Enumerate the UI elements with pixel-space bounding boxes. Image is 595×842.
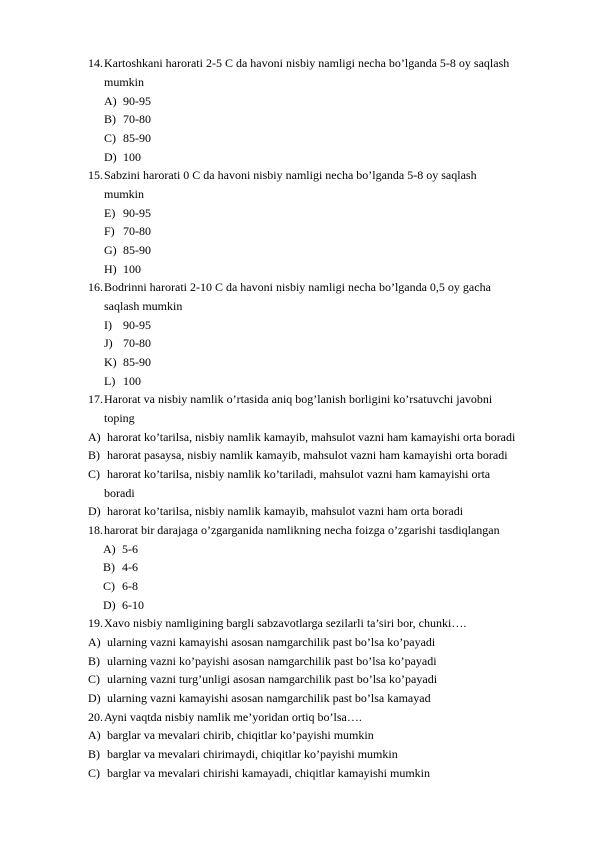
question-18-option-b [103,558,138,577]
question-16-option-l [104,372,141,391]
option-text: ularning vazni turg’unligi asosan namgarchilik past bo’lsa ko’payadi [107,672,438,686]
question-number: 19. [88,616,103,630]
question-14-option-c [104,129,151,148]
question-number: 16. [88,280,103,294]
question-text: mumkin [104,75,145,89]
question-17-line-2 [104,409,135,428]
option-letter: L) [104,374,116,388]
option-letter: A) [88,635,101,649]
option-letter: B) [104,112,116,126]
question-15-option-g [104,241,151,260]
option-text: 90-95 [123,206,151,220]
question-14-option-d [104,148,141,167]
question-17-option-a [88,428,515,447]
question-number: 18. [88,523,103,537]
question-16-line-1 [88,278,491,297]
option-text: 85-90 [123,355,151,369]
question-16-line-2 [104,297,182,316]
question-15-option-h [104,260,141,279]
option-letter: D) [88,691,101,705]
question-text: Kartoshkani harorati 2-5 C da havoni nisbiy namligi necha bo’lganda 5-8 oy saqlash [104,56,510,70]
option-text: harorat ko’tarilsa, nisbiy namlik ko’tariladi, mahsulot vazni ham kamayishi orta [107,467,491,481]
question-text: Bodrinni harorati 2-10 C da havoni nisbiy namligi necha bo’lganda 0,5 oy gacha [104,280,491,294]
option-text: ularning vazni kamayishi asosan namgarchilik past bo’lsa kamayad [107,691,431,705]
question-text: Xavo nisbiy namligining bargli sabzavotlarga sezilarli ta’siri bor, chunki…. [104,616,467,630]
option-text: 100 [123,374,141,388]
question-17-option-b [88,446,508,465]
option-letter: C) [103,579,115,593]
question-text: Harorat va nisbiy namlik o’rtasida aniq bog’lanish borligini ko’rsatuvchi javobni [104,392,493,406]
option-letter: G) [104,243,117,257]
question-17-option-c [88,465,490,484]
question-text: Ayni vaqtda nisbiy namlik me’yoridan ortiq bo’lsa…. [104,710,362,724]
question-number: 17. [88,392,103,406]
option-letter: C) [104,131,116,145]
option-text: 90-95 [123,94,151,108]
question-17-option-c-continuation [104,484,135,503]
question-14-line-1 [88,54,509,73]
question-20-option-c [88,764,430,783]
question-15-option-f [104,222,151,241]
question-number: 20. [88,710,103,724]
question-text: toping [104,411,135,425]
option-letter: D) [104,150,117,164]
option-text: 70-80 [123,112,151,126]
question-19-option-b [88,652,437,671]
option-letter: H) [104,262,117,276]
question-20-option-b [88,745,398,764]
option-text: barglar va mevalari chirishi kamayadi, chiqitlar kamayishi mumkin [107,766,431,780]
option-text: 90-95 [123,318,151,332]
question-number: 15. [88,168,103,182]
option-letter: I) [104,318,112,332]
option-letter: C) [88,467,100,481]
option-text: harorat pasaysa, nisbiy namlik kamayib, mahsulot vazni ham kamayishi orta boradi [107,448,508,462]
option-text: harorat ko’tarilsa, nisbiy namlik kamayib, mahsulot vazni ham orta boradi [107,504,464,518]
question-16-option-i [104,316,151,335]
question-text: mumkin [104,187,145,201]
question-18-option-d [103,596,144,615]
question-number: 14. [88,56,103,70]
option-letter: D) [88,504,101,518]
question-18-line-1 [88,521,500,540]
option-letter: D) [103,598,116,612]
option-letter: K) [104,355,117,369]
option-letter: A) [88,430,101,444]
question-15-line-1 [88,166,477,185]
option-letter: F) [104,224,115,238]
question-15-option-e [104,204,151,223]
question-17-line-1 [88,390,492,409]
option-text: ularning vazni kamayishi asosan namgarchilik past bo’lsa ko’payadi [107,635,436,649]
question-14-line-2 [104,73,144,92]
option-letter: B) [88,747,100,761]
option-text: ularning vazni ko’payishi asosan namgarchilik past bo’lsa ko’payadi [107,654,437,668]
option-letter: E) [104,206,116,220]
option-text: 100 [123,150,141,164]
option-text: 4-6 [122,560,138,574]
option-text: 100 [123,262,141,276]
option-letter: C) [88,672,100,686]
option-letter: B) [88,448,100,462]
question-18-option-a [103,540,138,559]
option-letter: A) [103,542,116,556]
question-15-line-2 [104,185,144,204]
option-letter: C) [88,766,100,780]
question-14-option-b [104,110,151,129]
question-19-option-a [88,633,435,652]
question-14-option-a [104,92,151,111]
option-text: 6-8 [122,579,138,593]
question-text: saqlash mumkin [104,299,183,313]
option-text: barglar va mevalari chirimaydi, chiqitlar ko’payishi mumkin [107,747,398,761]
question-text: Sabzini harorati 0 C da havoni nisbiy namligi necha bo’lganda 5-8 oy saqlash [104,168,477,182]
question-18-option-c [103,577,138,596]
option-text: 85-90 [123,243,151,257]
option-text: 70-80 [123,336,151,350]
option-letter: A) [88,728,101,742]
question-19-line-1 [88,614,466,633]
option-letter: B) [88,654,100,668]
question-20-option-a [88,726,374,745]
question-20-line-1 [88,708,362,727]
option-letter: J) [104,336,113,350]
option-text: 6-10 [122,598,144,612]
question-text: harorat bir darajaga o’zgarganida namlikning necha foizga o’zgarishi tasdiqlangan [104,523,500,537]
option-text: 70-80 [123,224,151,238]
question-17-option-d [88,502,463,521]
question-19-option-c [88,670,437,689]
option-letter: B) [103,560,115,574]
option-letter: A) [104,94,117,108]
question-19-option-d [88,689,431,708]
question-16-option-k [104,353,151,372]
option-text: 5-6 [122,542,138,556]
question-16-option-j [104,334,151,353]
option-text: barglar va mevalari chirib, chiqitlar ko’payishi mumkin [107,728,374,742]
option-text: boradi [104,486,135,500]
option-text: harorat ko’tarilsa, nisbiy namlik kamayib, mahsulot vazni ham kamayishi orta boradi [107,430,516,444]
option-text: 85-90 [123,131,151,145]
